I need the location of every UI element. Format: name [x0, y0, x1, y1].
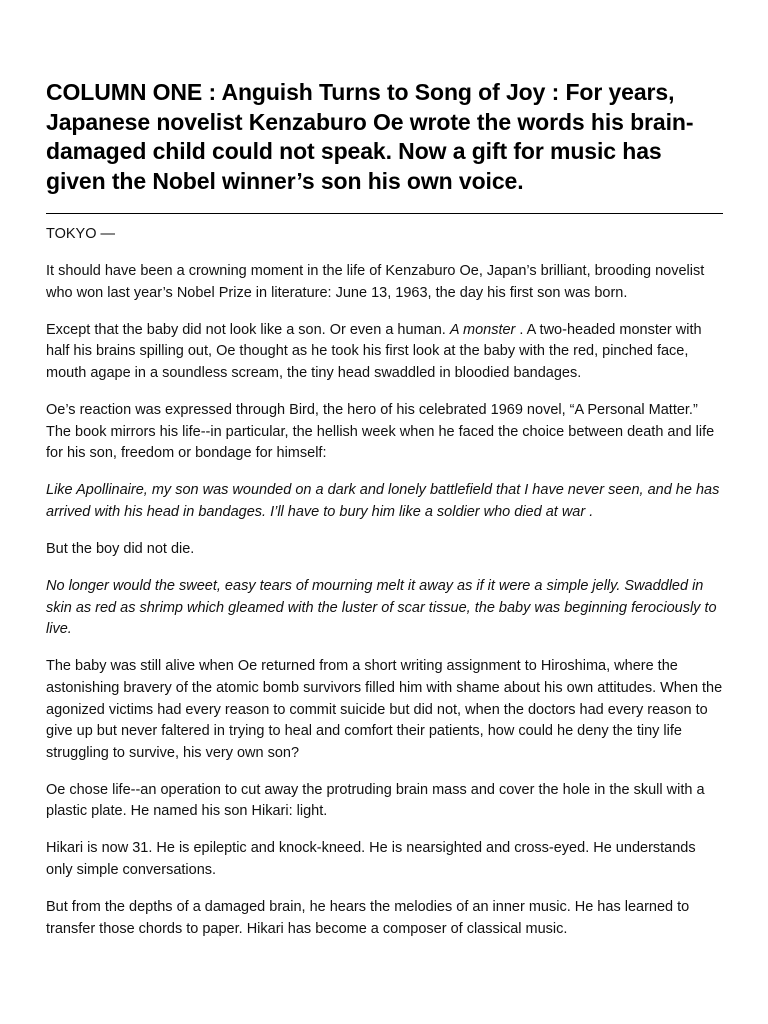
paragraph-5: But the boy did not die. [46, 540, 195, 557]
paragraph-3: Oe’s reaction was expressed through Bird, the hero of his celebrated 1969 novel, “A Personal Matter.” The book mirrors his life--in particular, the hellish week when he faced the choice between death and life for his son, freedom or bondage for himself: [46, 401, 715, 462]
paragraph-10: But from the depths of a damaged brain, he hears the melodies of an inner music. He has learned to transfer those chords to paper. Hikari has become a composer of classical music. [46, 899, 690, 937]
headline-divider [46, 213, 723, 214]
paragraph-1: It should have been a crowning moment in the life of Kenzaburo Oe, Japan’s brilliant, brooding novelist who won last year’s Nobel Prize in literature: June 13, 1963, the day his first son was born. [46, 263, 705, 301]
article [46, 78, 723, 940]
paragraph-8: Oe chose life--an operation to cut away the protruding brain mass and cover the hole in the skull with a plastic plate. He named his son Hikari: light. [46, 781, 705, 820]
paragraph-2-text-a: Except that the baby did not look like a son. Or even a human. [46, 321, 450, 338]
paragraph-2 [46, 320, 723, 385]
paragraph-2-text-b: . A two-headed monster with half his brains spilling out, Oe thought as he took his first look at the baby with the red, pinched face, mouth agape in a soundless scream, the tiny head swaddled in bloodied bandages. [46, 321, 702, 381]
article-headline: COLUMN ONE : Anguish Turns to Song of Joy : For years, Japanese novelist Kenzaburo Oe wrote the words his brain-damaged child could not speak. Now a gift for music has given the Nobel winner’s son his own voice. [46, 79, 694, 194]
article-dateline: TOKYO — [46, 226, 116, 242]
paragraph-9: Hikari is now 31. He is epileptic and knock-kneed. He is nearsighted and cross-eyed. He understands only simple conversations. [46, 840, 696, 879]
novel-quote-1: Like Apollinaire, my son was wounded on a dark and lonely battlefield that I have never seen, and he has arrived with his head in bandages. I’ll have to bury him like a soldier who died at war . [46, 482, 720, 520]
paragraph-7: The baby was still alive when Oe returned from a short writing assignment to Hiroshima, where the astonishing bravery of the atomic bomb survivors filled him with shame about his own attitudes. When the agonized victims had every reason to commit suicide but did not, when the doctors had every reason to give up but never faltered in trying to heal and comfort their patients, how could he deny the tiny life struggling to survive, his very own son? [46, 658, 723, 761]
paragraph-2-emphasis: A monster [449, 321, 516, 338]
novel-quote-2: No longer would the sweet, easy tears of mourning melt it away as if it were a simple jelly. Swaddled in skin as red as shrimp which gleamed with the luster of scar tissue, the baby was beginning ferociously to live. [46, 578, 717, 638]
